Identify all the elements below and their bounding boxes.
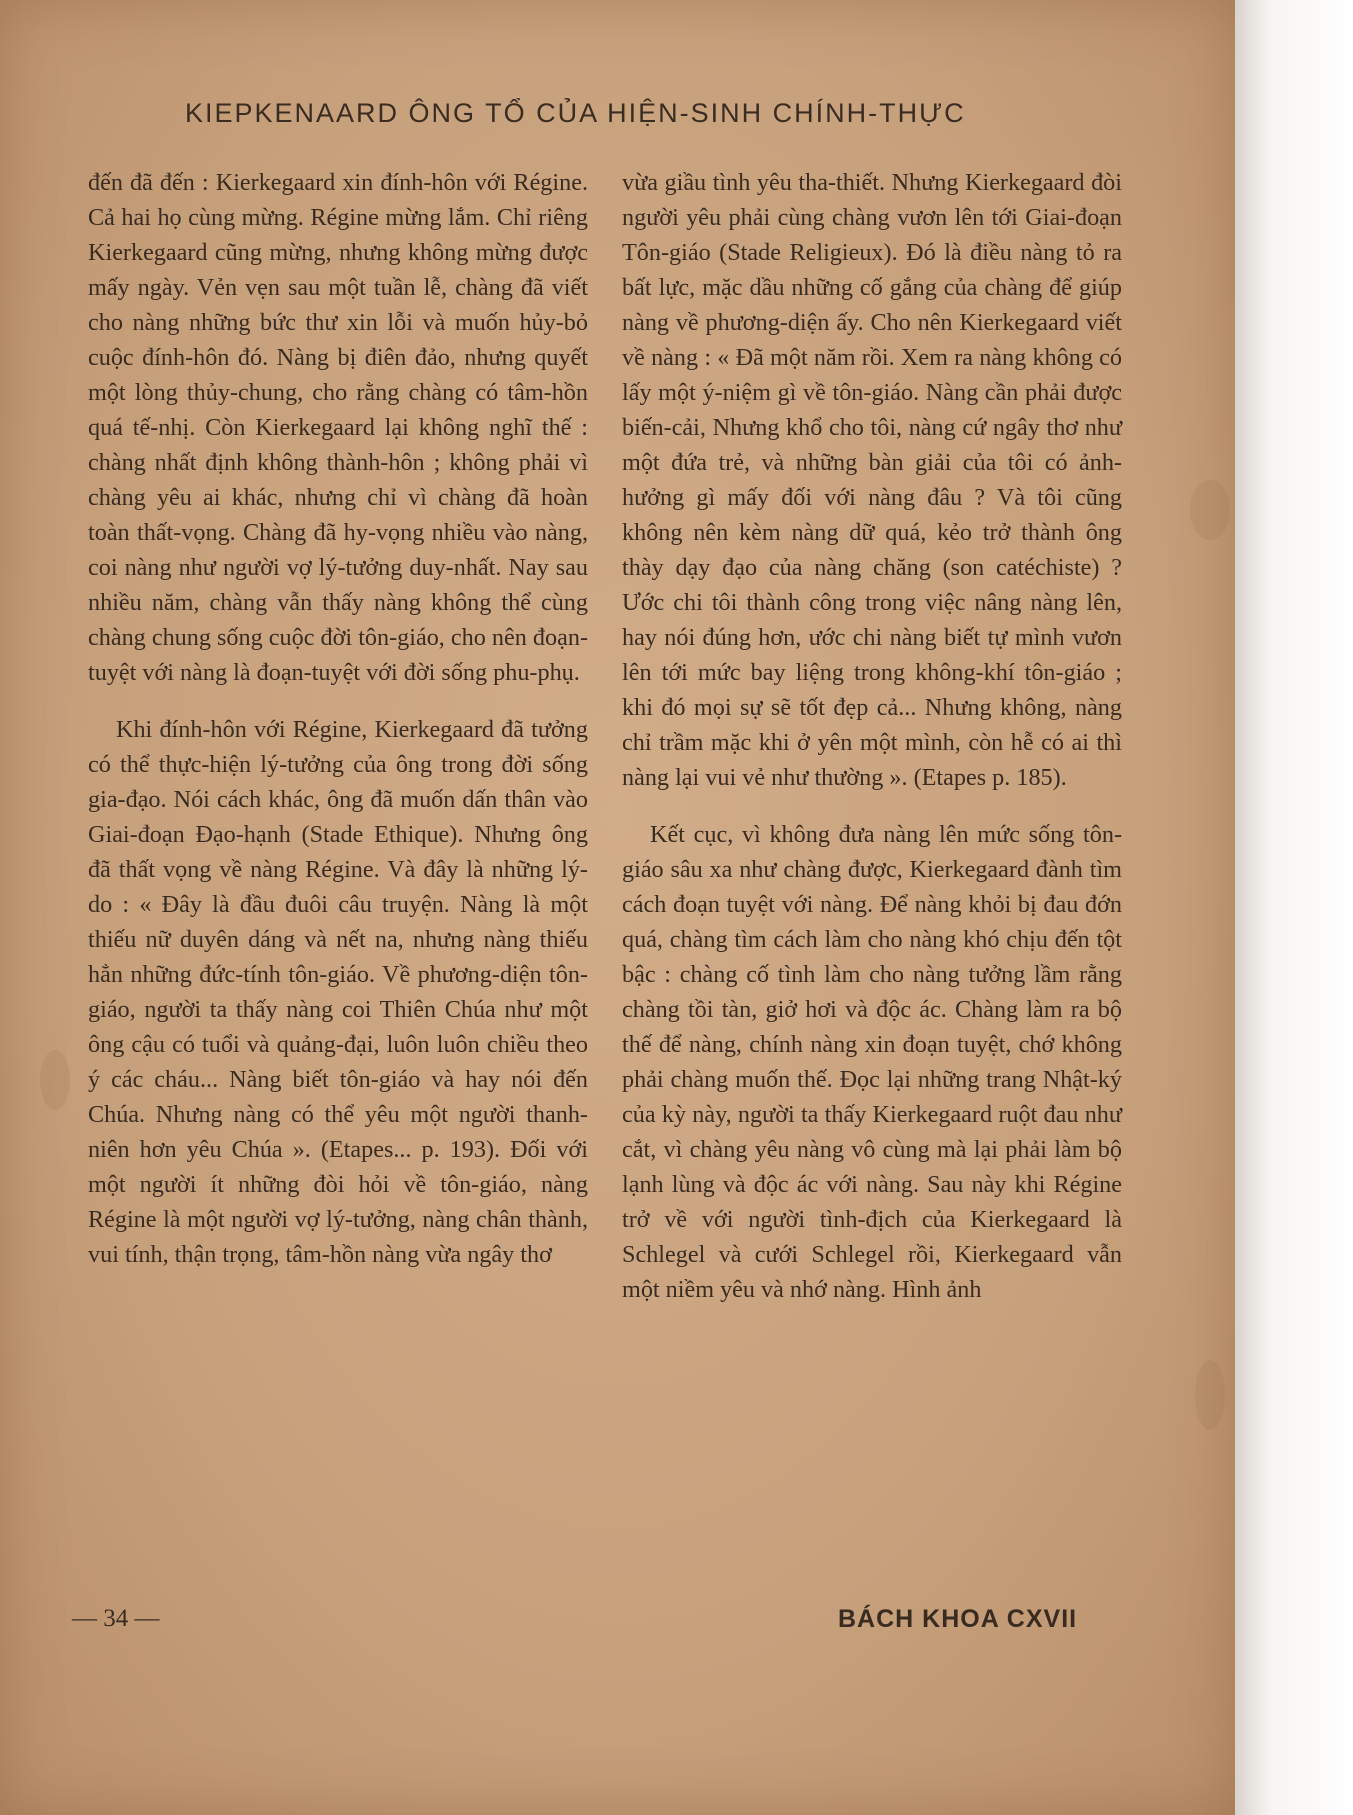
- paper-stain: [40, 1050, 70, 1110]
- paragraph: Kết cục, vì không đưa nàng lên mức sống tôn-giáo sâu xa như chàng được, Kierkegaard đành tìm cách đoạn tuyệt với nàng. Để nàng khỏi bị đau đớn quá, chàng tìm cách làm cho nàng khó chịu đến tột bậc : chàng cố tình làm cho nàng tưởng lầm rằng chàng tồi tàn, giở hơi và độc ác. Chàng làm ra bộ thế để nàng, chính nàng xin đoạn tuyệt, chớ không phải chàng muốn thế. Đọc lại những trang Nhật-ký của kỳ này, người ta thấy Kierkegaard ruột đau như cắt, vì chàng yêu nàng vô cùng mà lại phải làm bộ lạnh lùng và độc ác với nàng. Sau này khi Régine trở về với người tình-địch của Kierkegaard là Schlegel và cưới Schlegel rồi, Kierkegaard vẫn một niềm yêu và nhớ nàng. Hình ảnh: [622, 821, 1122, 1303]
- paper-stain: [1195, 1360, 1225, 1430]
- page-number: — 34 —: [72, 1605, 160, 1632]
- scan-background: [1235, 0, 1353, 1815]
- paper-stain: [1190, 480, 1230, 540]
- publication-name: BÁCH KHOA CXVII: [838, 1605, 1078, 1633]
- paragraph: đến đã đến : Kierkegaard xin đính-hôn với Régine. Cả hai họ cùng mừng. Régine mừng lắm. Chỉ riêng Kierkegaard cũng mừng, nhưng không mừng được mấy ngày. Vẻn vẹn sau một tuần lễ, chàng đã viết cho nàng những bức thư xin lỗi và muốn hủy-bỏ cuộc đính-hôn đó. Nàng bị điên đảo, nhưng quyết một lòng thủy-chung, cho rằng chàng có tâm-hồn quá tế-nhị. Còn Kierkegaard lại không nghĩ thế : chàng nhất định không thành-hôn ; không phải vì chàng yêu ai khác, nhưng chỉ vì chàng đã hoàn toàn thất-vọng. Chàng đã hy-vọng nhiều vào nàng, coi nàng như người vợ lý-tưởng duy-nhất. Nay sau nhiều năm, chàng vẫn thấy nàng không thể cùng chàng chung sống cuộc đời tôn-giáo, cho nên đoạn-tuyệt với nàng là đoạn-tuyệt với đời sống phu-phụ.: [88, 169, 588, 686]
- paragraph: vừa giầu tình yêu tha-thiết. Nhưng Kierkegaard đòi người yêu phải cùng chàng vươn lên tới Giai-đoạn Tôn-giáo (Stade Religieux). Đó là điều nàng tỏ ra bất lực, mặc dầu những cố gắng của chàng để giúp nàng về phương-diện ấy. Cho nên Kierkegaard viết về nàng : « Đã một năm rồi. Xem ra nàng không có lấy một ý-niệm gì về tôn-giáo. Nàng cần phải được biến-cải, Nhưng khổ cho tôi, nàng cứ ngây thơ như một đứa trẻ, và những bàn giải của tôi có ảnh-hưởng gì mấy đối với nàng đâu ? Và tôi cũng không nên kèm nàng dữ quá, kẻo trở thành ông thày dạy đạo của nàng chăng (son catéchiste) ? Ước chi tôi thành công trong việc nâng nàng lên, hay nói đúng hơn, ước chi nàng biết tự mình vươn lên tới mức bay liệng trong không-khí tôn-giáo ; khi đó mọi sự sẽ tốt đẹp cả... Nhưng không, nàng chỉ trầm mặc khi ở yên một mình, còn hễ có ai thì nàng lại vui vẻ như thường ». (Etapes p. 185).: [622, 169, 1122, 791]
- left-column: [88, 165, 588, 1294]
- running-header: KIEPKENAARD ÔNG TỔ CỦA HIỆN-SINH CHÍNH-THỰC: [185, 98, 966, 128]
- paragraph: Khi đính-hôn với Régine, Kierkegaard đã tưởng có thể thực-hiện lý-tưởng của ông trong đời sống gia-đạo. Nói cách khác, ông đã muốn dấn thân vào Giai-đoạn Đạo-hạnh (Stade Ethique). Nhưng ông đã thất vọng về nàng Régine. Và đây là những lý-do : « Đây là đầu đuôi câu truyện. Nàng là một thiếu nữ duyên dáng và nết na, nhưng nàng thiếu hẳn những đức-tính tôn-giáo. Về phương-diện tôn-giáo, người ta thấy nàng coi Thiên Chúa như một ông cậu có tuổi và quảng-đại, luôn luôn chiều theo ý các cháu... Nàng biết tôn-giáo và hay nói đến Chúa. Nhưng nàng có thể yêu một người thanh-niên hơn yêu Chúa ». (Etapes... p. 193). Đối với một người ít những đòi hỏi về tôn-giáo, nàng Régine là một người vợ lý-tưởng, nàng chân thành, vui tính, thận trọng, tâm-hồn nàng vừa ngây thơ: [88, 716, 588, 1268]
- right-column: [622, 165, 1122, 1329]
